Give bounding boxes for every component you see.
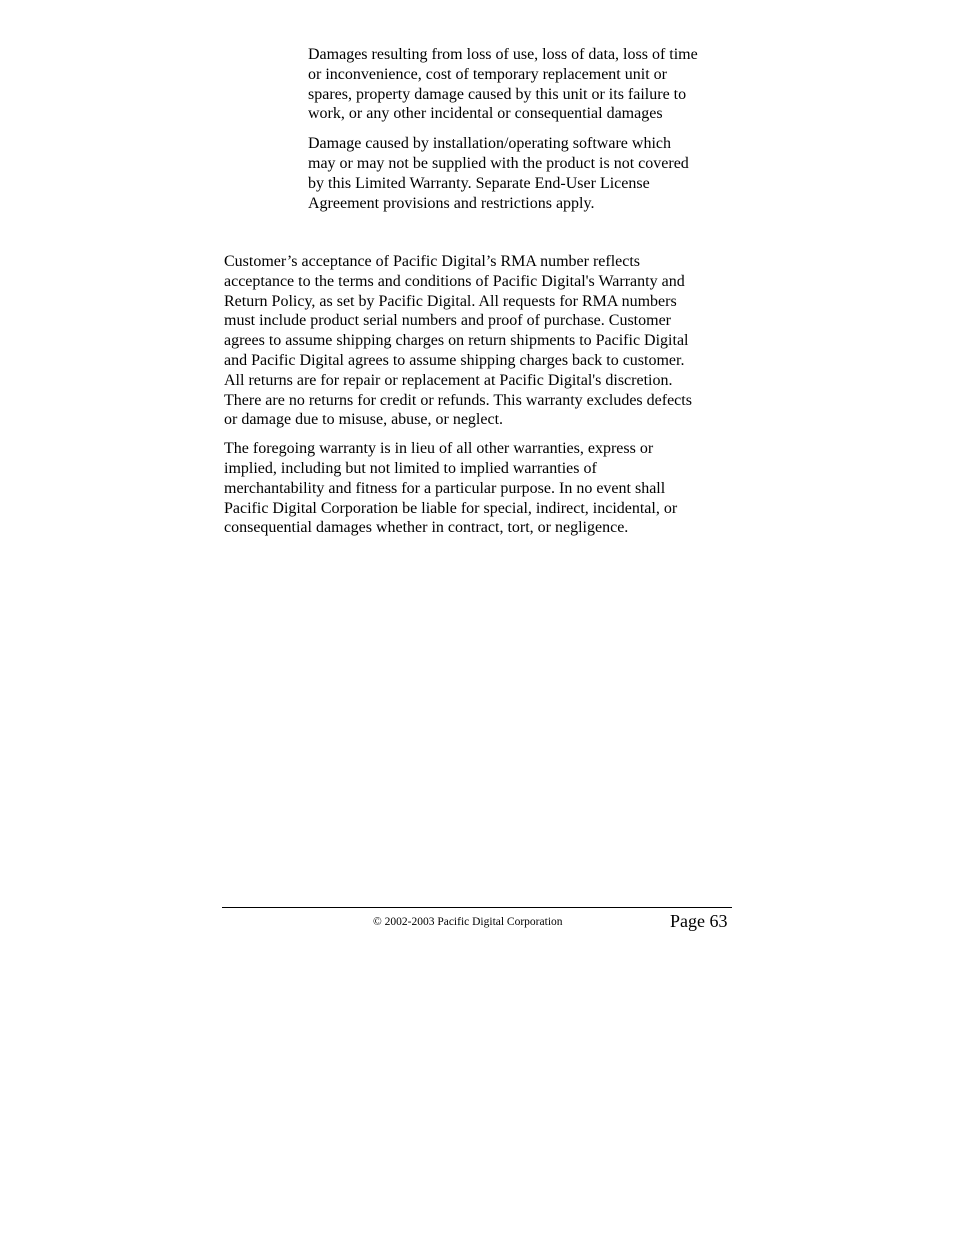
footer-divider [222, 907, 732, 908]
warranty-body [224, 252, 739, 547]
page-number: Page 63 [670, 911, 728, 931]
exclusion-item: Damages resulting from loss of use, loss of data, loss of time or inconvenience, cost of temporary replacement unit or spares, property damage caused by this unit or its failure to work, or any other incidental or consequential damages [308, 46, 698, 123]
rma-paragraph: Customer’s acceptance of Pacific Digital’s RMA number reflects acceptance to the terms and conditions of Pacific Digital's Warranty and Return Policy, as set by Pacific Digital. All requests for RMA numbers must include product serial numbers and proof of purchase. Customer agrees to assume shipping charges on return shipments to Pacific Digital and Pacific Digital agrees to assume shipping charges back to customer. All returns are for repair or replacement at Pacific Digital's discretion. There are no returns for credit or refunds. This warranty excludes defects or damage due to misuse, abuse, or neglect. [224, 253, 692, 429]
warranty-exclusions-list [308, 45, 738, 223]
disclaimer-paragraph: The foregoing warranty is in lieu of all other warranties, express or implied, including but not limited to implied warranties of merchantability and fitness for a particular purpose. In no event shall Pacific Digital Corporation be liable for special, indirect, incidental, or consequential damages whether in contract, tort, or negligence. [224, 440, 678, 537]
footer-copyright: © 2002-2003 Pacific Digital Corporation [373, 916, 563, 928]
exclusion-item: Damage caused by installation/operating software which may or may not be supplied with the product is not covered by this Limited Warranty. Separate End-User License Agreement provisions and restrictions apply. [308, 135, 689, 212]
